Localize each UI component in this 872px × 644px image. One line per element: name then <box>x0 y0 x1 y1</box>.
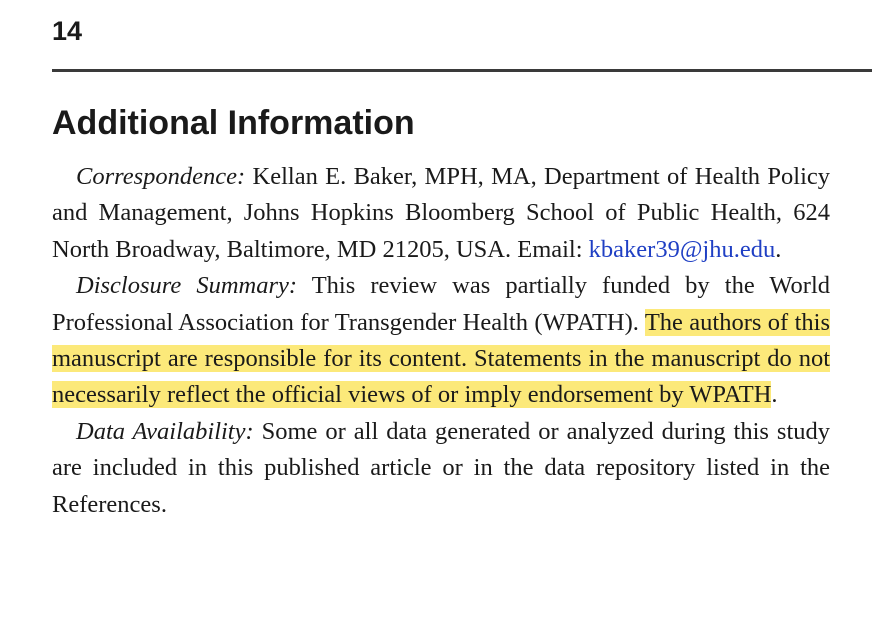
correspondence-text: Kellan E. Baker, MPH, MA, Department of Health Policy and Management, Johns Hopkins Bloomberg School of Public Health, 624 North Broadway, Baltimore, MD 21205, USA. Email: <box>52 163 830 263</box>
data-availability-text: Some or all data generated or analyzed during this study are included in this published article or in the data repository listed in the References. <box>52 417 831 518</box>
disclosure-text: This review was partially funded by the World Professional Association for Transgender Health (WPATH). <box>52 272 830 336</box>
data-availability-paragraph <box>52 414 830 523</box>
section-heading: Additional Information <box>52 104 415 142</box>
data-availability-label: Data Availability: <box>76 417 254 445</box>
correspondence-end: . <box>775 235 782 263</box>
email-link[interactable]: kbaker39@jhu.edu <box>588 235 776 263</box>
section-body <box>52 159 830 523</box>
correspondence-label: Correspondence: <box>76 163 246 190</box>
disclosure-label: Disclosure Summary: <box>76 272 298 300</box>
disclosure-paragraph <box>52 268 830 414</box>
highlighted-text: The authors of this manuscript are responsible for its content. Statements in the manuscript do not necessarily reflect the official views of or imply endorsement by WPATH <box>52 308 830 409</box>
correspondence-paragraph <box>52 159 830 268</box>
header-rule <box>52 69 872 72</box>
disclosure-end: . <box>771 381 778 409</box>
page-number: 14 <box>52 16 83 46</box>
